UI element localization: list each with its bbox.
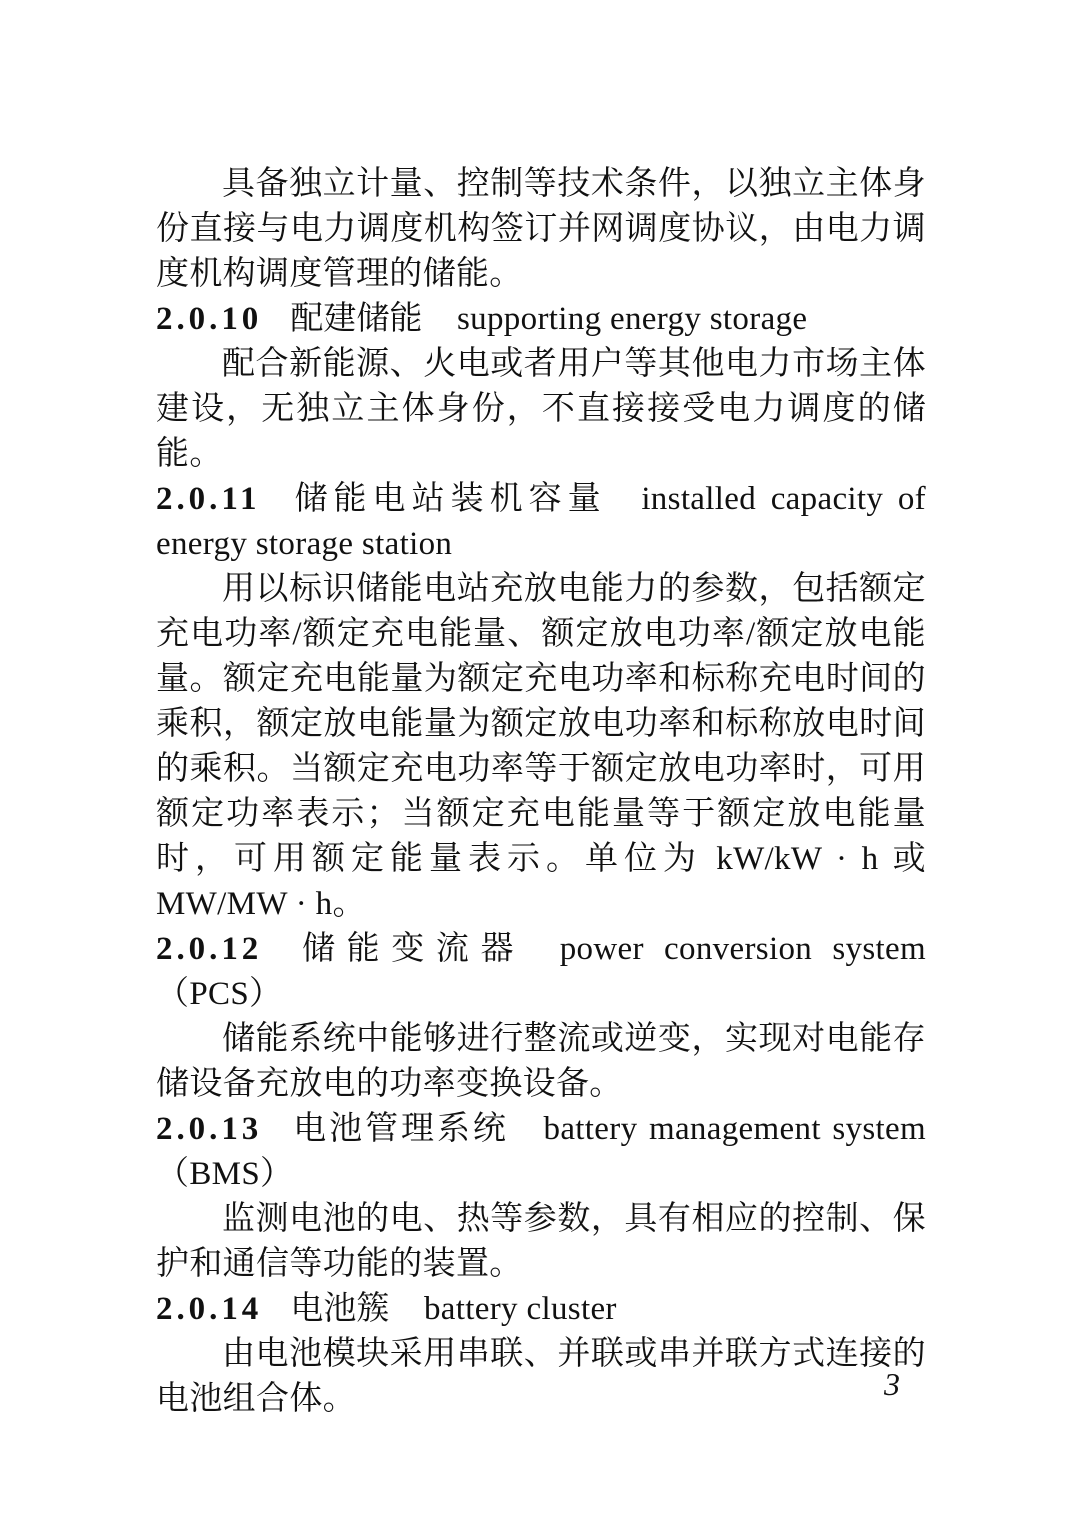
term-heading-2-0-11 <box>156 477 926 567</box>
term-number: 2.0.11 <box>156 481 261 517</box>
term-name-en: supporting energy storage <box>456 301 808 337</box>
term-name-en: power conversion system（PCS） <box>156 931 926 1012</box>
term-heading-2-0-12 <box>156 927 926 1017</box>
terminology-section <box>156 162 926 1422</box>
term-name-zh: 电池簇 <box>290 1291 390 1327</box>
term-number: 2.0.14 <box>156 1291 263 1327</box>
term-number: 2.0.13 <box>156 1111 263 1147</box>
term-heading-2-0-13 <box>156 1107 926 1197</box>
term-name-zh: 储能电站装机容量 <box>288 481 607 517</box>
term-heading-2-0-10 <box>156 297 926 342</box>
definition-paragraph: 由电池模块采用串联、并联或串并联方式连接的电池组合体。 <box>156 1336 926 1417</box>
definition-paragraph: 用以标识储能电站充放电能力的参数，包括额定充电功率/额定充电能量、额定放电功率/额定放电能量。额定充电能量为额定充电功率和标称充电时间的乘积，额定放电能量为额定放电功率和标称放电时间的乘积。当额定充电功率等于额定放电功率时，可用额定功率表示；当额定充电能量等于额定放电能量时，可用额定能量表示。单位为 kW/kW · h 或 MW/MW · h。 <box>156 571 926 922</box>
term-heading-2-0-14 <box>156 1287 926 1332</box>
definition-paragraph: 具备独立计量、控制等技术条件，以独立主体身份直接与电力调度机构签订并网调度协议，由电力调度机构调度管理的储能。 <box>156 166 926 292</box>
definition-paragraph: 储能系统中能够进行整流或逆变，实现对电能存储设备充放电的功率变换设备。 <box>156 1021 926 1102</box>
term-name-zh: 电池管理系统 <box>290 1111 509 1147</box>
page-number: 3 <box>884 1366 900 1402</box>
term-name-en: installed capacity of energy storage station <box>156 481 927 562</box>
term-name-en: battery management system（BMS） <box>156 1111 926 1192</box>
term-number: 2.0.12 <box>156 931 263 967</box>
term-number: 2.0.10 <box>156 301 263 337</box>
term-name-zh: 配建储能 <box>290 301 423 337</box>
definition-paragraph: 监测电池的电、热等参数，具有相应的控制、保护和通信等功能的装置。 <box>156 1201 926 1282</box>
term-name-en: battery cluster <box>423 1291 617 1327</box>
definition-paragraph: 配合新能源、火电或者用户等其他电力市场主体建设，无独立主体身份，不直接接受电力调度的储能。 <box>156 346 926 472</box>
term-name-zh: 储能变流器 <box>290 931 526 967</box>
